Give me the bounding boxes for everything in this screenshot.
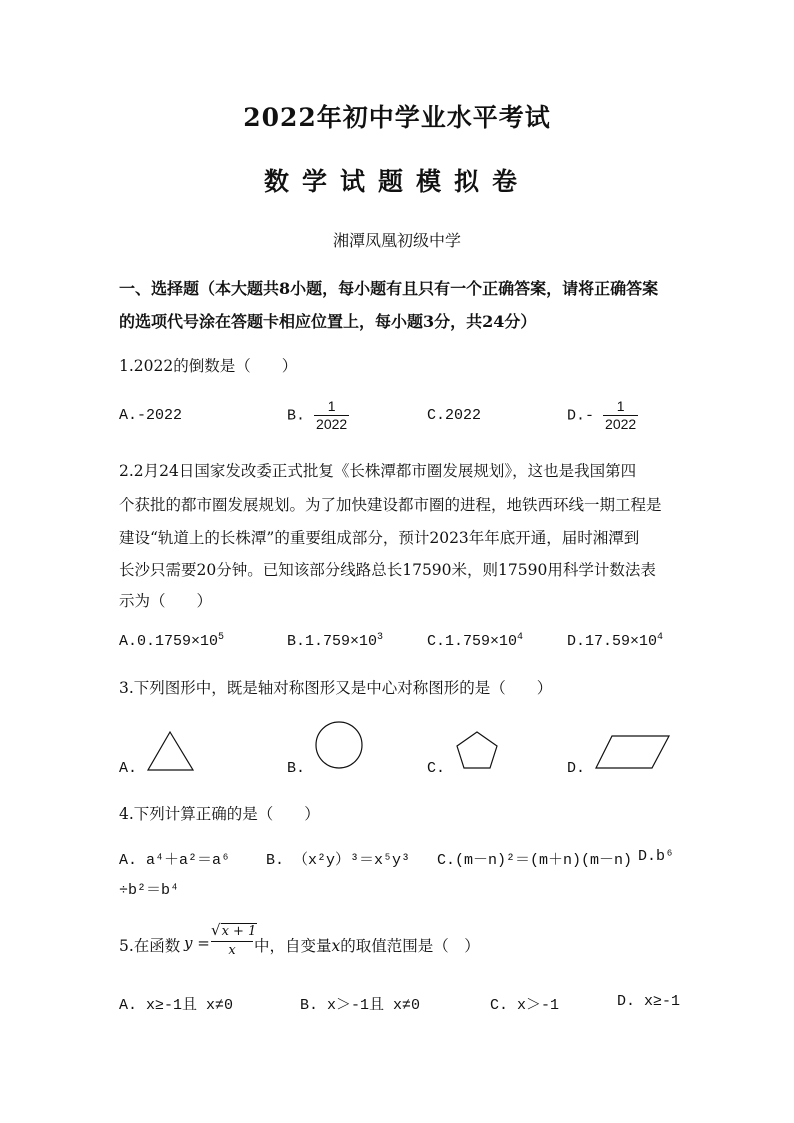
q4-option-b: B. （x²y）³＝x⁵y³ bbox=[266, 852, 411, 869]
q2-option-c bbox=[427, 632, 523, 650]
exponent: 4 bbox=[517, 632, 524, 643]
q2-option-b bbox=[287, 632, 383, 650]
q5-stem-mid bbox=[254, 934, 480, 956]
q5-stem-prefix: 5.在函数 bbox=[119, 937, 181, 955]
q5-option-b: B. x＞-1且 x≠0 bbox=[300, 997, 421, 1014]
q1-option-b-label: B. bbox=[287, 407, 306, 425]
exponent: 4 bbox=[657, 632, 664, 643]
q1-option-d-label: D.- bbox=[567, 407, 595, 425]
option-text: B.1.759×10 bbox=[287, 633, 378, 650]
option-text: D.17.59×10 bbox=[567, 633, 658, 650]
q5-option-c: C. x＞-1 bbox=[490, 997, 560, 1014]
exponent: 5 bbox=[218, 632, 225, 643]
q2-line1: 2.2月24日国家发改委正式批复《长株潭都市圈发展规划》，这也是我国第四 bbox=[119, 462, 637, 480]
circle-figure bbox=[313, 719, 365, 771]
q5-y-equals bbox=[184, 934, 210, 952]
fraction-numerator bbox=[211, 921, 257, 942]
q4-option-c: C.(m－n)²＝(m＋n)(m－n) bbox=[437, 852, 633, 869]
option-text: A.0.1759×10 bbox=[119, 633, 219, 650]
y-equals-text: y = bbox=[184, 934, 210, 952]
q1-option-b bbox=[287, 398, 349, 433]
fraction-denominator: 2022 bbox=[316, 416, 348, 432]
fraction-denominator: x bbox=[228, 943, 236, 958]
radicand: x + 1 bbox=[221, 924, 257, 939]
q1-option-a: A.-2022 bbox=[119, 407, 183, 424]
q3-option-b-label: B. bbox=[287, 760, 306, 777]
fraction-denominator: 2022 bbox=[605, 416, 637, 432]
sqrt-icon: √ bbox=[211, 921, 221, 939]
q5-function-fraction bbox=[211, 921, 257, 960]
parallelogram-figure bbox=[594, 733, 672, 771]
section-heading-line1: 一、选择题（本大题共8小题，每小题有且只有一个正确答案，请将正确答案 bbox=[119, 279, 659, 298]
q2-line2: 个获批的都市圈发展规划。为了加快建设都市圈的进程，地铁西环线一期工程是 bbox=[119, 496, 662, 514]
q2-line3: 建设“轨道上的长株潭”的重要组成部分，预计2023年年底开通，届时湘潭到 bbox=[119, 529, 640, 547]
q1-option-d-fraction bbox=[603, 398, 638, 433]
exponent: 3 bbox=[377, 632, 384, 643]
exam-title: 2022年初中学业水平考试 bbox=[243, 103, 551, 132]
q3-option-d-label: D. bbox=[567, 760, 586, 777]
q2-line5: 示为（ ） bbox=[119, 592, 213, 610]
fraction-numerator: 1 bbox=[603, 398, 638, 416]
q2-option-d bbox=[567, 632, 663, 650]
stem-suffix-text: 的取值范围是（ ） bbox=[340, 937, 480, 955]
q3-option-a-label: A. bbox=[119, 760, 138, 777]
q2-option-a bbox=[119, 632, 224, 650]
pentagon-figure bbox=[454, 729, 500, 771]
q1-option-d bbox=[567, 398, 638, 433]
variable-x: x bbox=[331, 937, 341, 955]
school-name: 湘潭凤凰初级中学 bbox=[332, 231, 461, 250]
q4-stem: 4.下列计算正确的是（ ） bbox=[119, 805, 320, 823]
q1-option-b-fraction bbox=[314, 398, 349, 433]
q2-line4: 长沙只需要20分钟。已知该部分线路总长17590米，则17590用科学计数法表 bbox=[119, 561, 656, 579]
q3-stem: 3.下列图形中，既是轴对称图形又是中心对称图形的是（ ） bbox=[119, 679, 553, 697]
q4-option-d-line2: ÷b²＝b⁴ bbox=[119, 882, 180, 899]
stem-mid-text: 中，自变量 bbox=[254, 937, 332, 955]
q5-option-d: D. x≥-1 bbox=[617, 993, 681, 1010]
q4-option-a: A. a⁴＋a²＝a⁶ bbox=[119, 852, 231, 869]
option-text: C.1.759×10 bbox=[427, 633, 518, 650]
section-heading-line2: 的选项代号涂在答题卡相应位置上，每小题3分，共24分） bbox=[119, 312, 537, 331]
exam-subtitle: 数学试题模拟卷 bbox=[263, 167, 530, 196]
q1-stem: 1.2022的倒数是（ ） bbox=[119, 357, 298, 375]
q3-option-c-label: C. bbox=[427, 760, 446, 777]
q1-option-c: C.2022 bbox=[427, 407, 482, 424]
q5-option-a: A. x≥-1且 x≠0 bbox=[119, 997, 234, 1014]
triangle-figure bbox=[146, 730, 196, 772]
fraction-numerator: 1 bbox=[314, 398, 349, 416]
q4-option-d-line1: D.b⁶ bbox=[638, 848, 675, 865]
